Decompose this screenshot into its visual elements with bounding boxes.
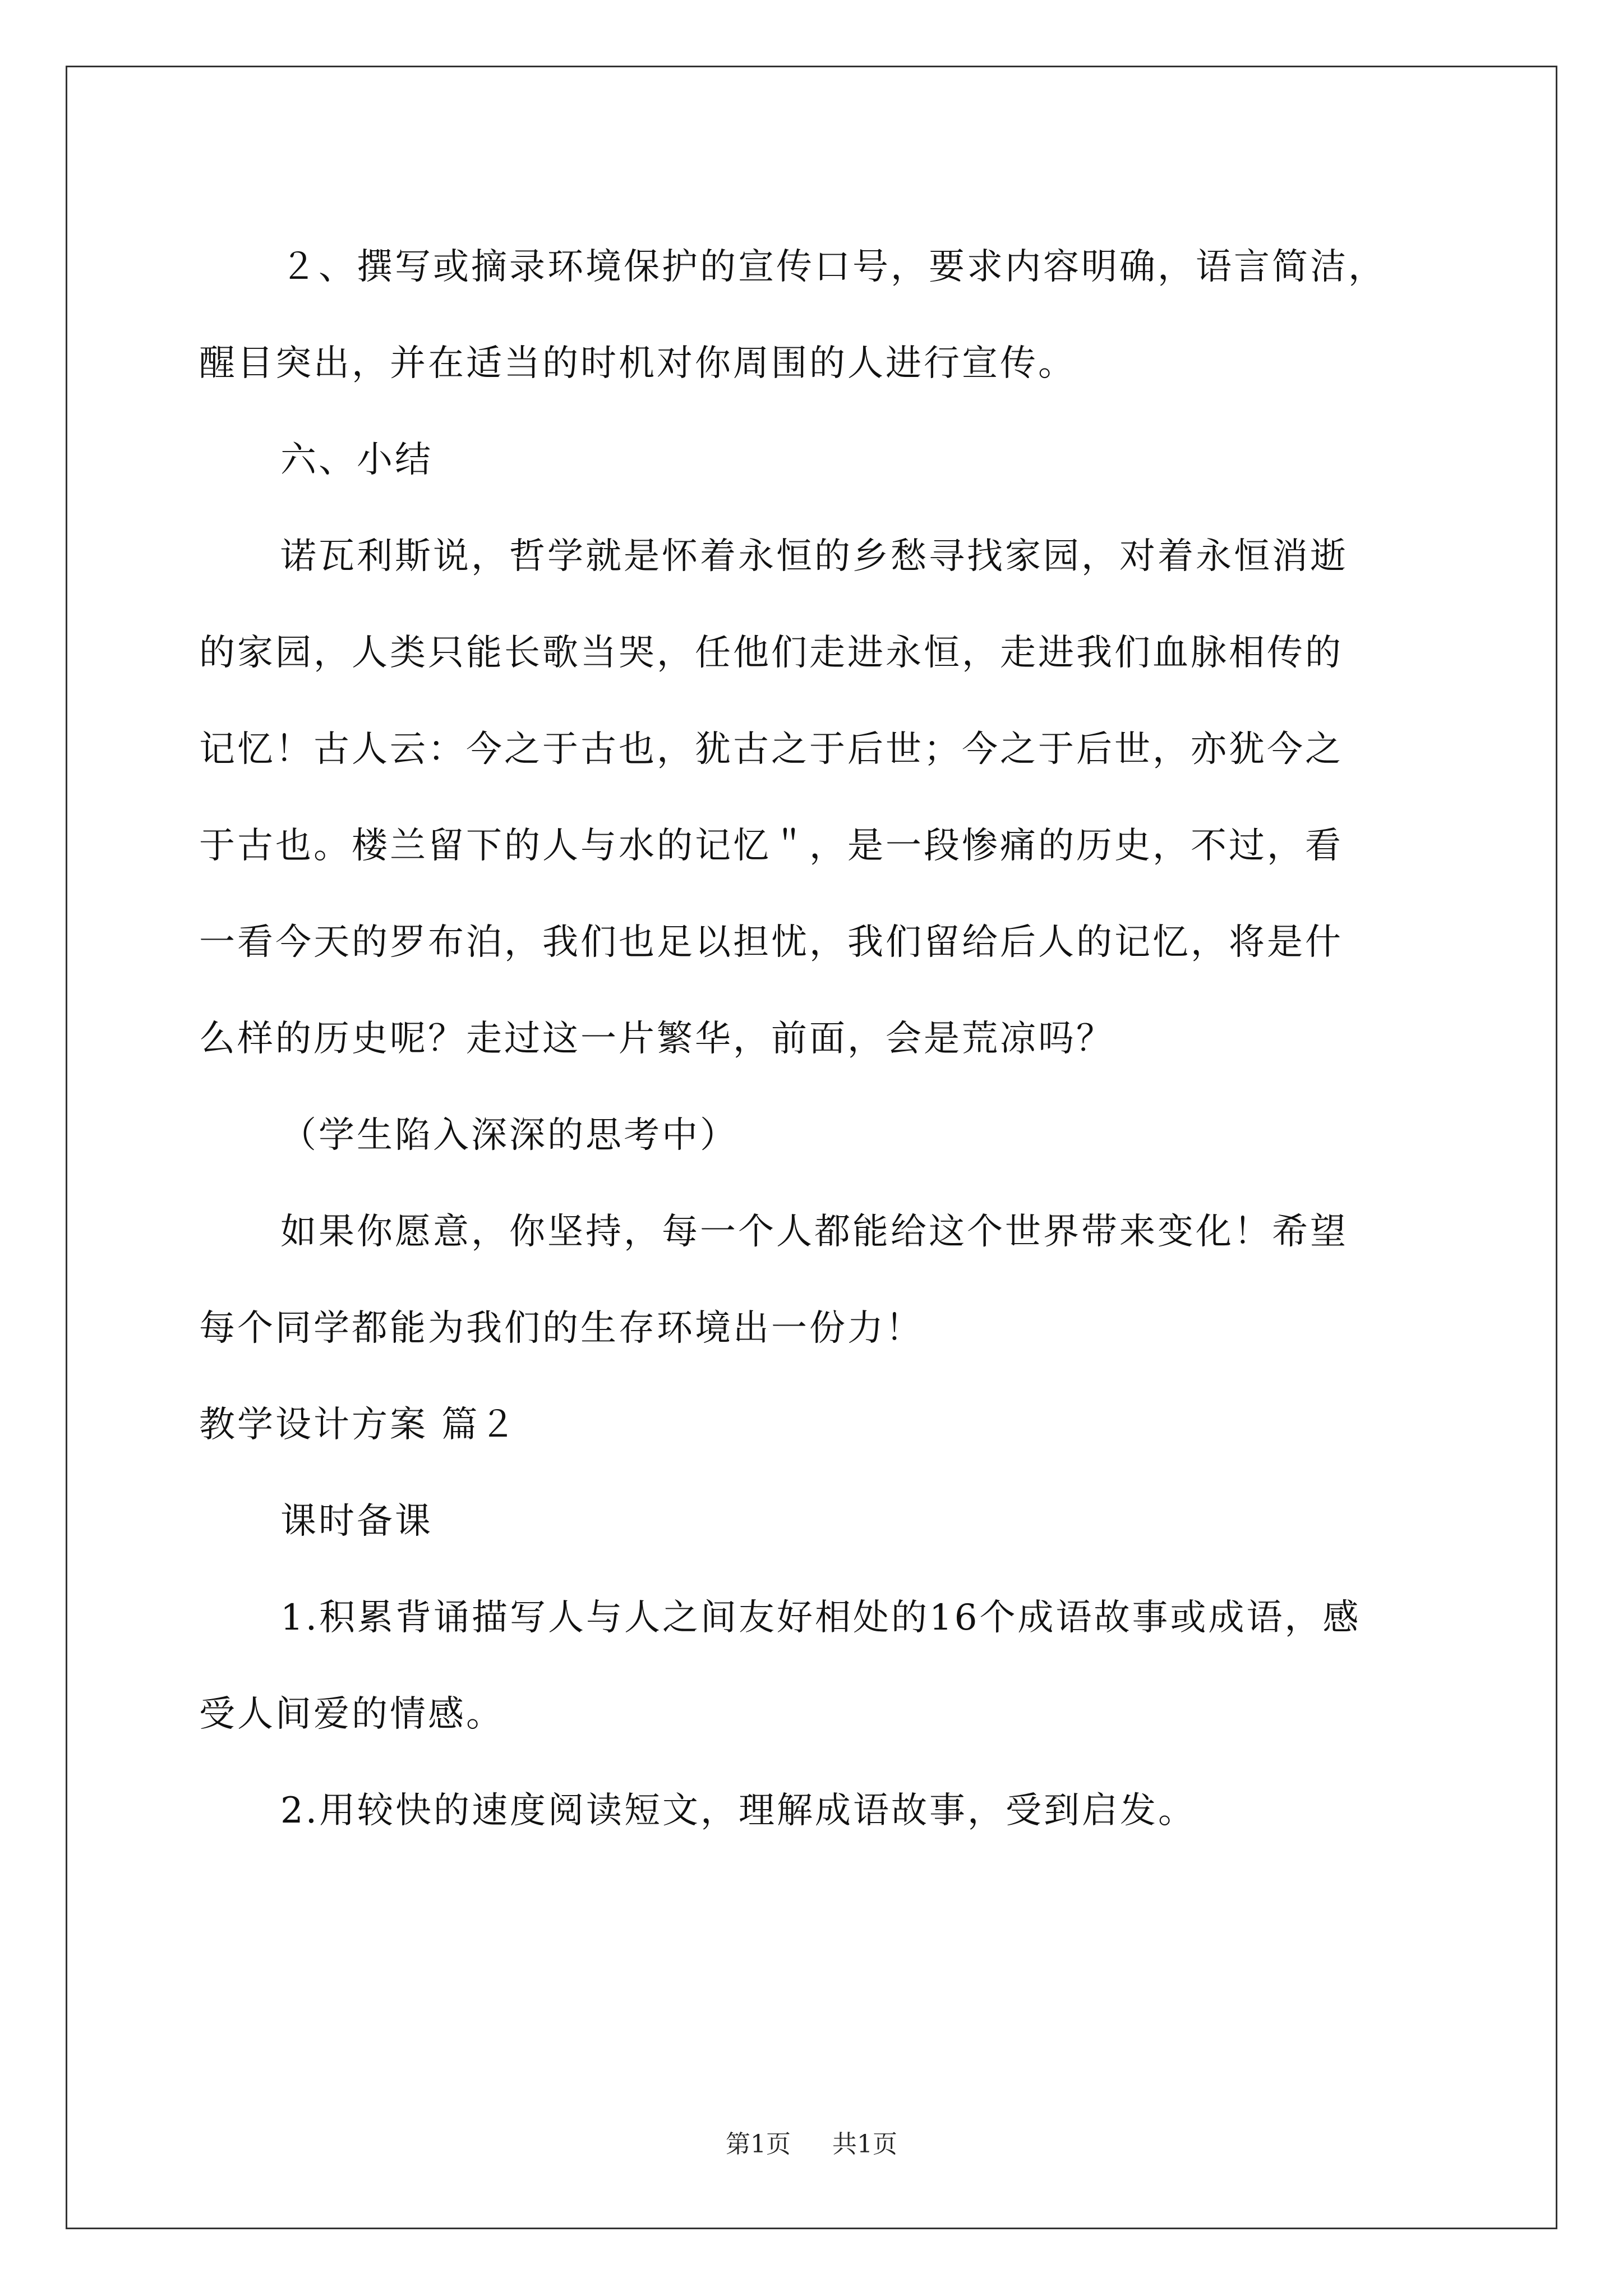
paragraph-line: 于古也。楼兰留下的人与水的记忆＂，是一段惨痛的历史，不过，看: [199, 825, 1343, 867]
paragraph-line: 2.用较快的速度阅读短文，理解成语故事，受到启发。: [280, 1790, 1197, 1832]
paragraph-line: 受人间爱的情感。: [199, 1694, 504, 1735]
paragraph-line: 如果你愿意，你坚持，每一个人都能给这个世界带来变化！希望: [280, 1211, 1348, 1253]
paragraph-line: ２、撰写或摘录环境保护的宣传口号，要求内容明确，语言简洁，: [280, 246, 1386, 288]
paragraph-line: 1.积累背诵描写人与人之间友好相处的16个成语故事或成语，感: [280, 1597, 1361, 1639]
paragraph-line: （学生陷入深深的思考中）: [280, 1115, 738, 1156]
paragraph-line: 醒目突出，并在适当的时机对你周围的人进行宣传。: [199, 343, 1076, 384]
section-title: 教学设计方案 篇２: [199, 1404, 518, 1446]
paragraph-line: 诺瓦利斯说，哲学就是怀着永恒的乡愁寻找家园，对着永恒消逝: [280, 536, 1348, 577]
page-footer: [0, 2128, 1623, 2161]
paragraph-line: 一看今天的罗布泊，我们也足以担忧，我们留给后人的记忆，将是什: [199, 922, 1343, 963]
section-heading: 六、小结: [280, 439, 433, 481]
paragraph-line: 每个同学都能为我们的生存环境出一份力！: [199, 1308, 924, 1349]
paragraph-line: 么样的历史呢？走过这一片繁华，前面，会是荒凉吗？: [199, 1018, 1114, 1060]
page-total: 共1页: [832, 2130, 897, 2159]
page-number: 第1页: [726, 2130, 791, 2159]
paragraph-line: 的家园，人类只能长歌当哭，任他们走进永恒，走进我们血脉相传的: [199, 632, 1343, 674]
section-heading: 课时备课: [280, 1501, 433, 1542]
paragraph-line: 记忆！古人云：今之于古也，犹古之于后世；今之于后世，亦犹今之: [199, 729, 1343, 770]
document-body: [199, 219, 1467, 1859]
